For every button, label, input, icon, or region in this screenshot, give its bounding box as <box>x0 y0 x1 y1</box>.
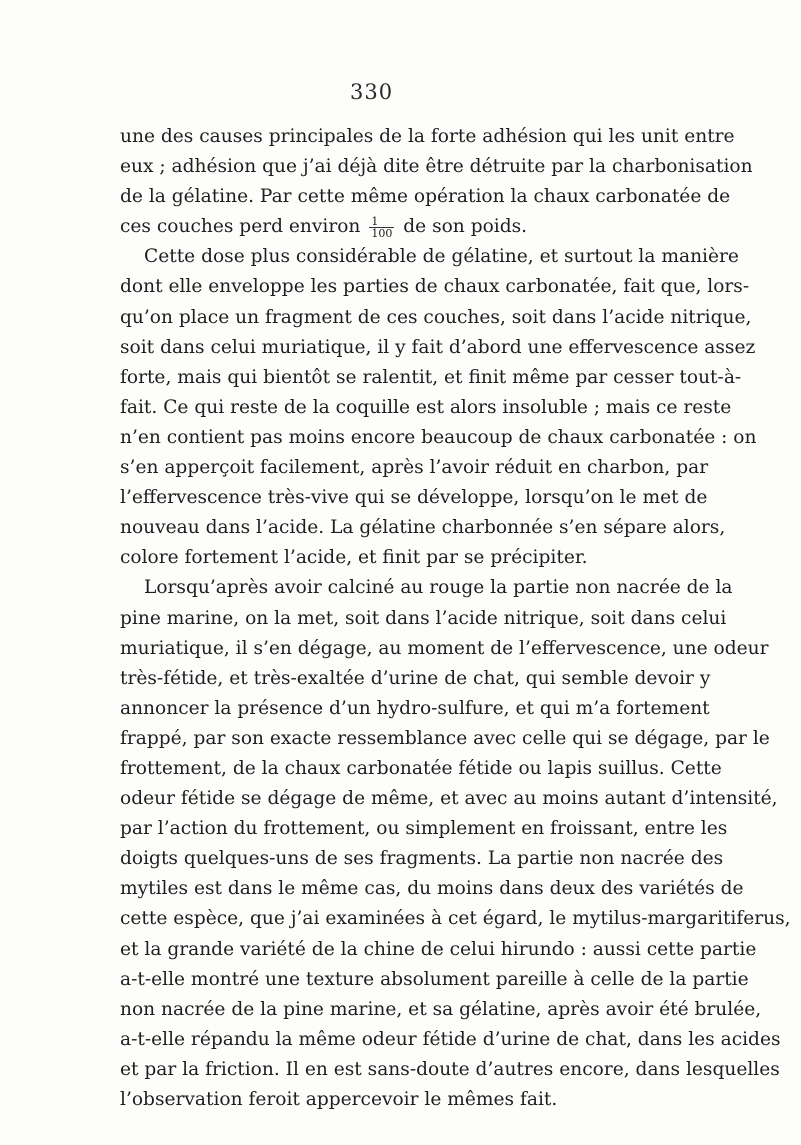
text-line: par l’action du frottement, ou simplement en froissant, entre les <box>120 818 728 840</box>
text-line: Lorsqu’après avoir calciné au rouge la partie non nacrée de la <box>144 577 733 599</box>
text-line: annoncer la présence d’un hydro-sulfure, et qui m’a fortement <box>120 697 710 719</box>
text-line: dont elle enveloppe les parties de chaux carbonatée, fait que, lors- <box>120 276 750 298</box>
text-line: frottement, de la chaux carbonatée fétide ou lapis suillus. Cette <box>120 757 722 779</box>
page-number: 330 <box>350 80 394 104</box>
text-line: soit dans celui muriatique, il y fait d’abord une effervescence assez <box>120 336 756 358</box>
fraction-line-before: ces couches perd environ <box>120 216 361 238</box>
body-text <box>120 122 791 1115</box>
fraction-denominator: 100 <box>371 226 393 240</box>
text-line: Cette dose plus considérable de gélatine, et surtout la manière <box>144 246 739 268</box>
text-line: eux ; adhésion que j’ai déjà dite être détruite par la charbonisation <box>120 156 753 178</box>
text-line: très-fétide, et très-exaltée d’urine de chat, qui semble devoir y <box>120 667 711 689</box>
text-line: une des causes principales de la forte adhésion qui les unit entre <box>120 126 735 147</box>
text-line: doigts quelques-uns de ses fragments. La partie non nacrée des <box>120 848 724 870</box>
text-line: l’observation feroit appercevoir le mêmes fait. <box>120 1089 558 1110</box>
fraction-line-after: de son poids. <box>403 216 528 238</box>
text-line: et par la friction. Il en est sans-doute d’autres encore, dans lesquelles <box>120 1058 780 1080</box>
text-line: muriatique, il s’en dégage, au moment de l’effervescence, une odeur <box>120 637 769 659</box>
text-line: n’en contient pas moins encore beaucoup de chaux carbonatée : on <box>120 426 757 448</box>
text-line: l’effervescence très-vive qui se développe, lorsqu’on le met de <box>120 487 708 509</box>
text-line: non nacrée de la pine marine, et sa gélatine, après avoir été brulée, <box>120 998 762 1020</box>
text-line: qu’on place un fragment de ces couches, soit dans l’acide nitrique, <box>120 306 752 328</box>
text-line <box>120 212 682 242</box>
text-line: fait. Ce qui reste de la coquille est alors insoluble ; mais ce reste <box>120 396 732 418</box>
text-line: pine marine, on la met, soit dans l’acide nitrique, soit dans celui <box>120 607 727 629</box>
text-line: et la grande variété de la chine de celui hirundo : aussi cette partie <box>120 938 757 960</box>
fraction-numerator: 1 <box>369 216 394 228</box>
text-line: a-t-elle répandu la même odeur fétide d’urine de chat, dans les acides <box>120 1028 781 1050</box>
text-line: colore fortement l’acide, et finit par se précipiter. <box>120 547 588 569</box>
text-line: a-t-elle montré une texture absolument pareille à celle de la partie <box>120 968 749 990</box>
text-line: de la gélatine. Par cette même opération la chaux carbonatée de <box>120 186 731 208</box>
text-line: s’en apperçoit facilement, après l’avoir réduit en charbon, par <box>120 457 709 479</box>
text-line: cette espèce, que j’ai examinées à cet égard, le mytilus-margaritiferus, <box>120 908 791 930</box>
text-line: odeur fétide se dégage de même, et avec au moins autant d’intensité, <box>120 788 778 810</box>
fraction <box>369 216 394 239</box>
text-line: frappé, par son exacte ressemblance avec celle qui se dégage, par le <box>120 727 770 749</box>
text-line: mytiles est dans le même cas, du moins dans deux des variétés de <box>120 878 744 900</box>
text-line: forte, mais qui bientôt se ralentit, et finit même par cesser tout-à- <box>120 366 742 388</box>
text-line: nouveau dans l’acide. La gélatine charbonnée s’en sépare alors, <box>120 517 726 539</box>
